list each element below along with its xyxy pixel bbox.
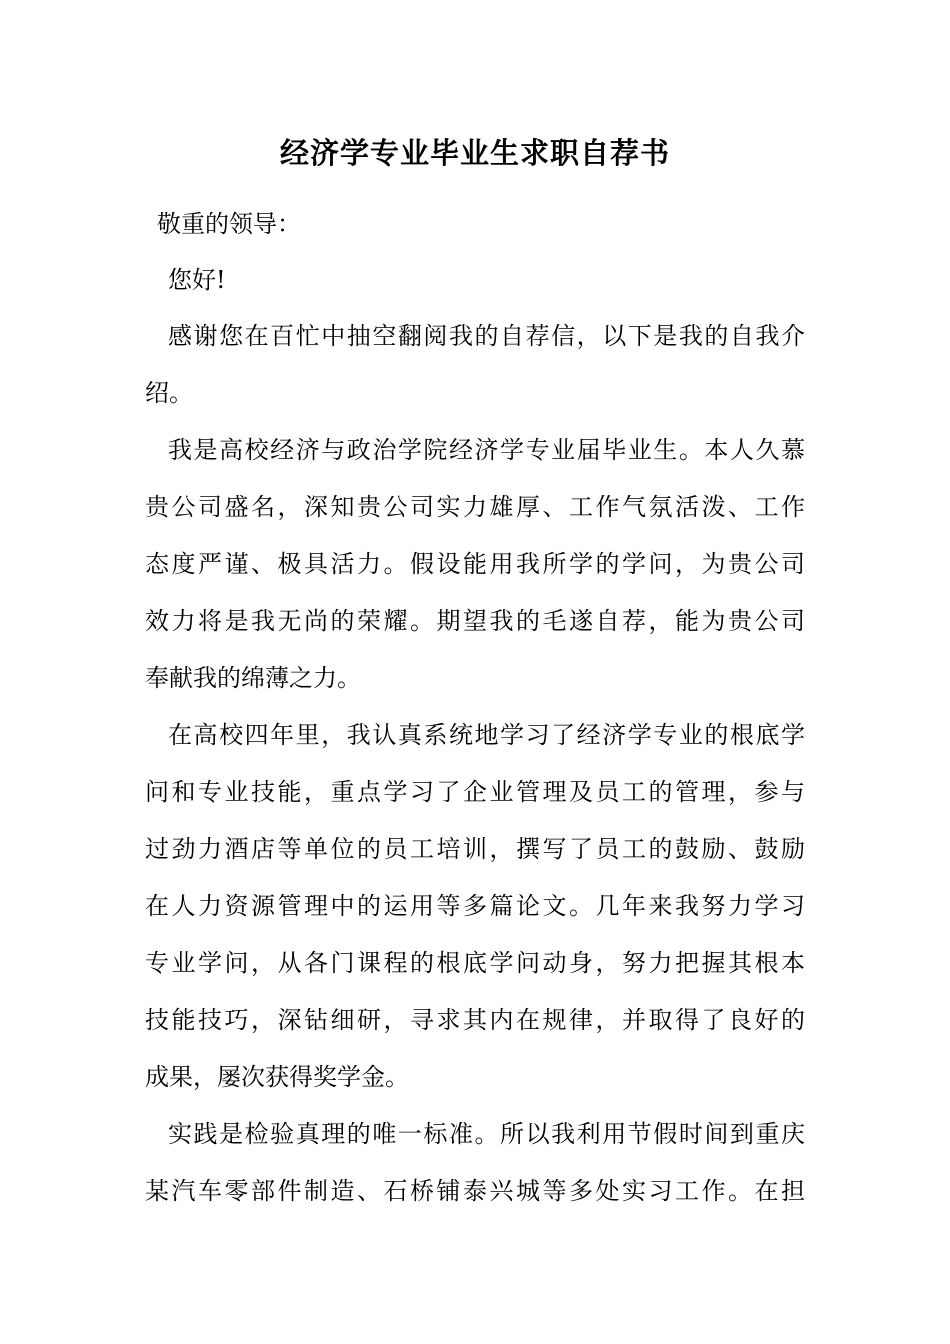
paragraph-3-line-3: 过劲力酒店等单位的员工培训，撰写了员工的鼓励、鼓励 [145,835,805,863]
paragraph-3-line-7: 成果，屡次获得奖学金。 [145,1063,409,1091]
salutation: 敬重的领导： [157,210,301,238]
paragraph-2-line-2: 贵公司盛名，深知贵公司实力雄厚、工作气氛活泼、工作 [145,493,805,521]
paragraph-2-line-3: 态度严谨、极具活力。假设能用我所学的学问，为贵公司 [145,550,805,578]
paragraph-3-line-5: 专业学问，从各门课程的根底学问动身，努力把握其根本 [145,949,805,977]
paragraph-1-line-1: 感谢您在百忙中抽空翻阅我的自荐信，以下是我的自我介 [168,322,805,350]
paragraph-2-line-4: 效力将是我无尚的荣耀。期望我的毛遂自荐，能为贵公司 [145,607,805,635]
paragraph-1-line-2: 绍。 [145,379,193,407]
paragraph-3-line-4: 在人力资源管理中的运用等多篇论文。几年来我努力学习 [145,892,805,920]
paragraph-4-line-2: 某汽车零部件制造、石桥铺泰兴城等多处实习工作。在担 [145,1177,805,1205]
paragraph-2-line-5: 奉献我的绵薄之力。 [145,664,361,692]
paragraph-3-line-6: 技能技巧，深钻细研，寻求其内在规律，并取得了良好的 [145,1006,805,1034]
document-title: 经济学专业毕业生求职自荐书 [279,136,670,170]
paragraph-4-line-1: 实践是检验真理的唯一标准。所以我利用节假时间到重庆 [168,1120,805,1148]
paragraph-2-line-1: 我是高校经济与政治学院经济学专业届毕业生。本人久慕 [168,436,805,464]
greeting: 您好! [168,266,226,294]
paragraph-3-line-1: 在高校四年里，我认真系统地学习了经济学专业的根底学 [168,721,805,749]
paragraph-3-line-2: 问和专业技能，重点学习了企业管理及员工的管理，参与 [145,778,805,806]
